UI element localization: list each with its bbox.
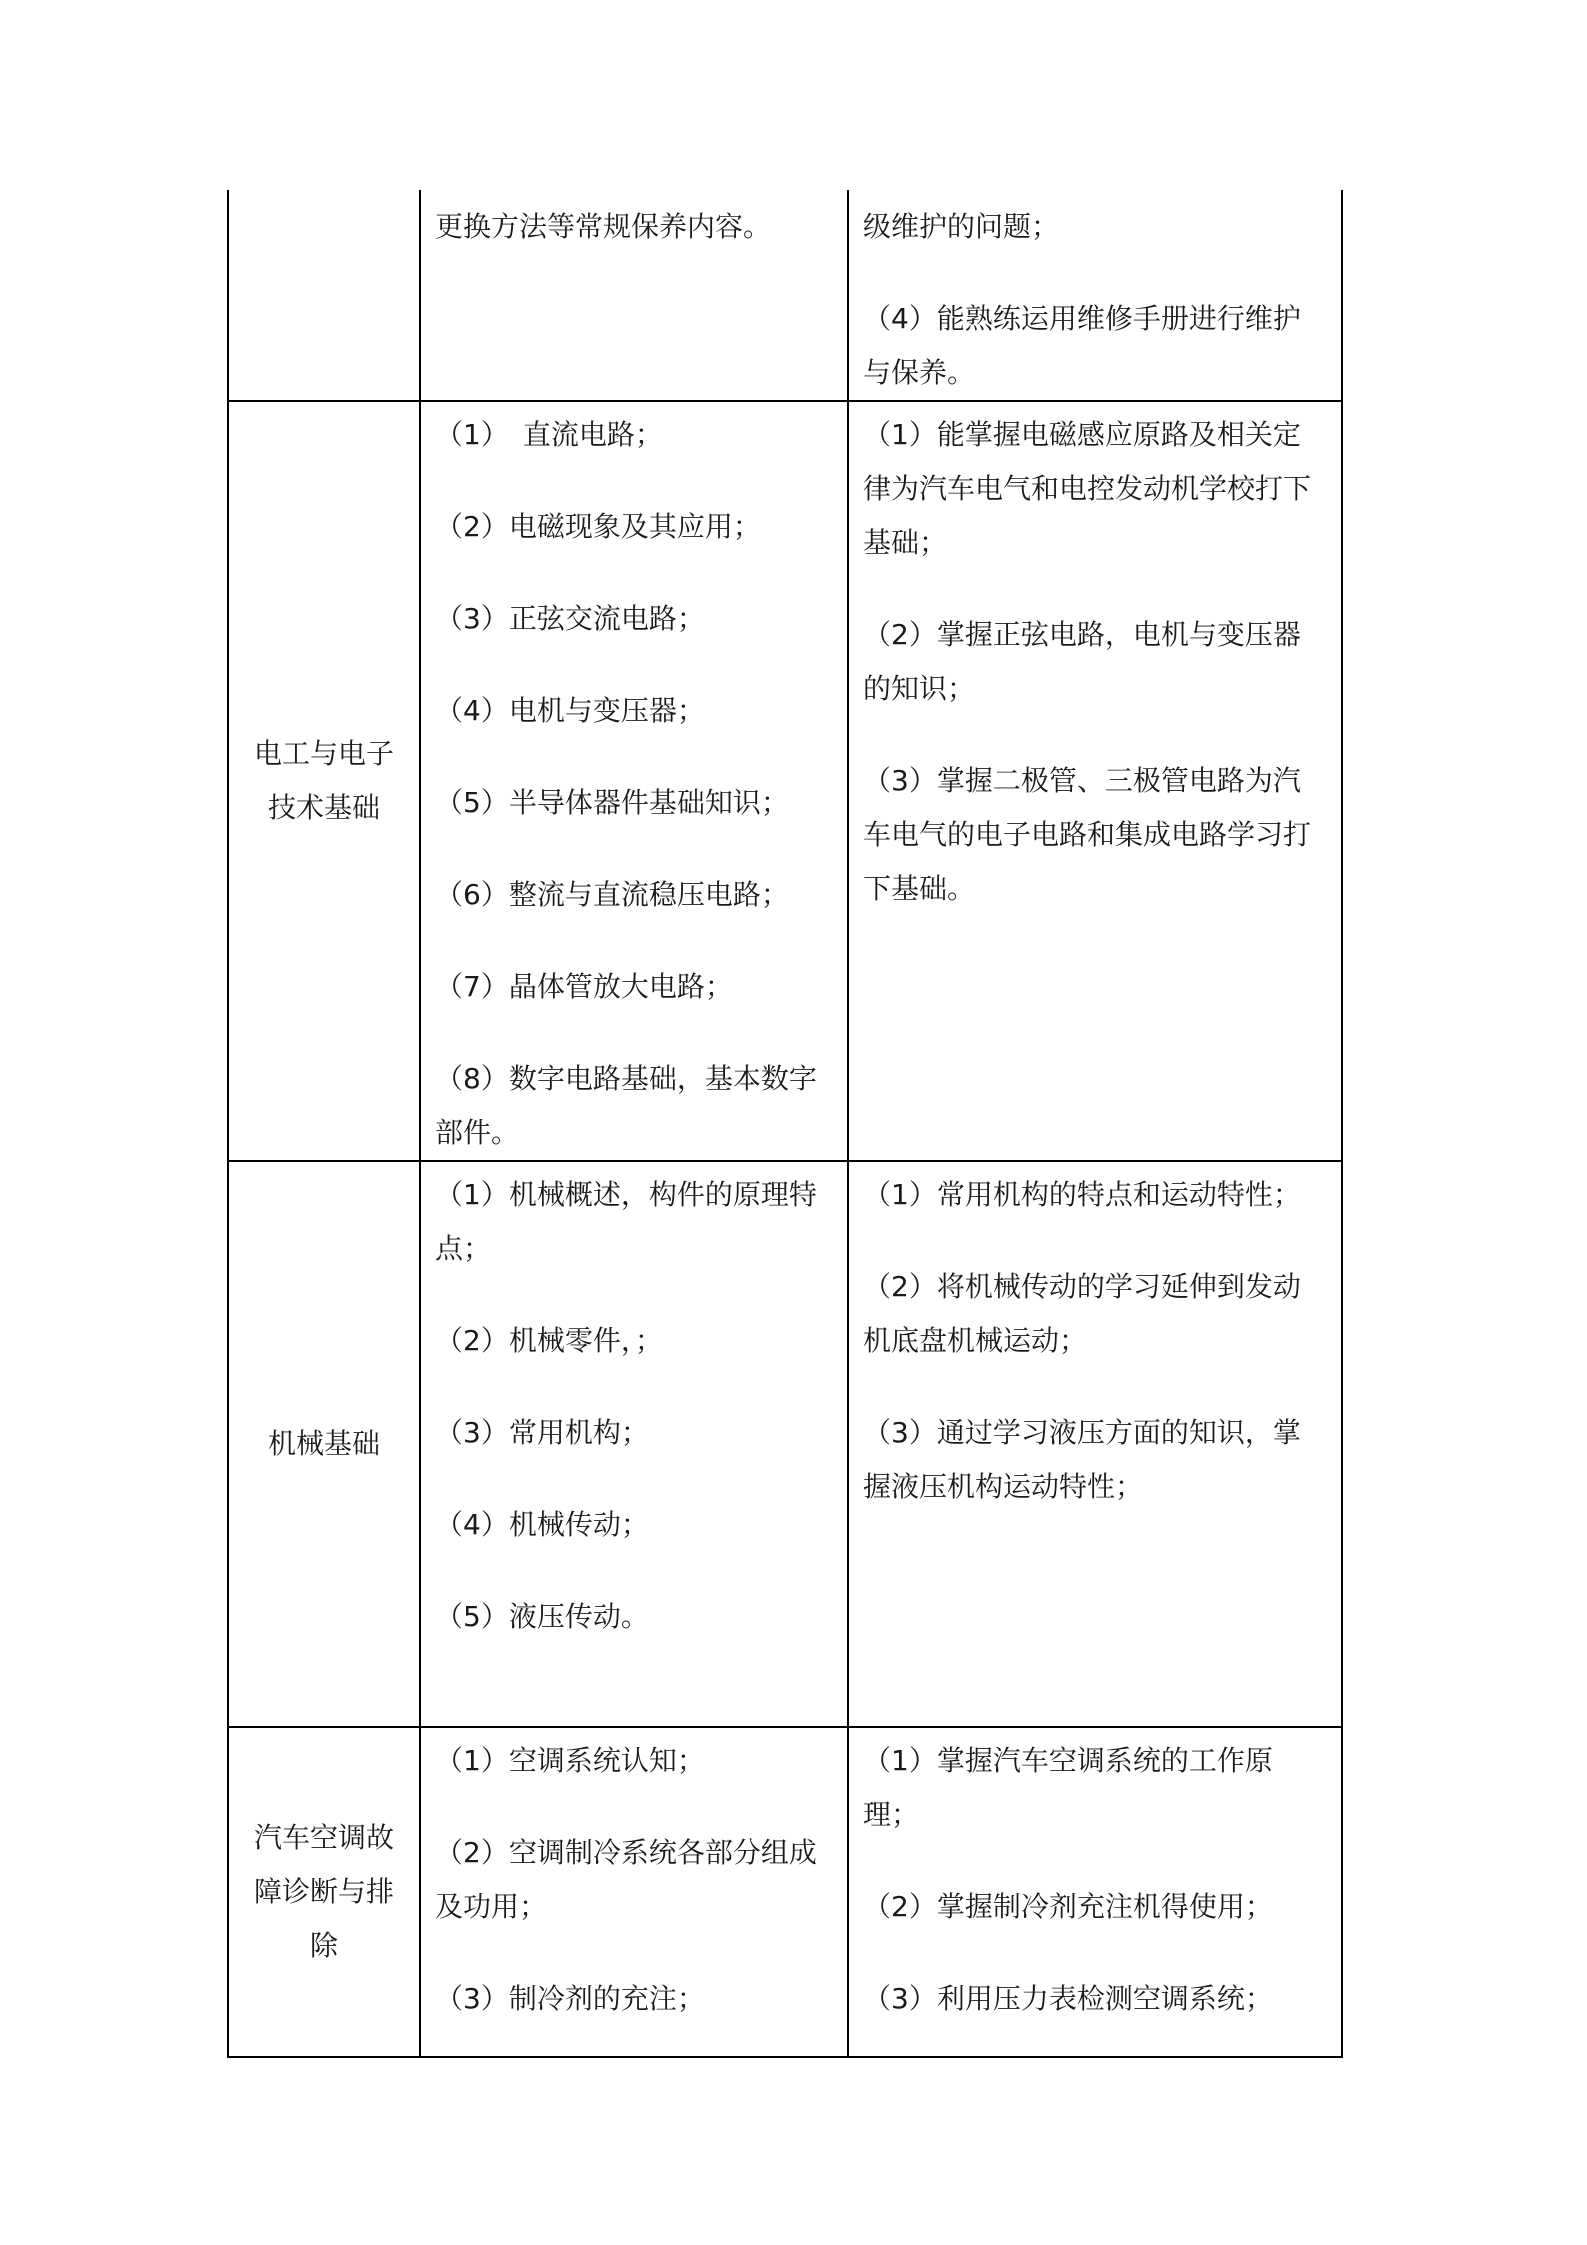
goal-item: （2）将机械传动的学习延伸到发动机底盘机械运动； (863, 1270, 1301, 1357)
goal-item: （3）掌握二极管、三极管电路为汽车电气的电子电路和集成电路学习打下基础。 (863, 764, 1312, 905)
course-name-cell (228, 190, 420, 401)
goals-cell (848, 190, 1342, 401)
goal-item: （1）掌握汽车空调系统的工作原理； (863, 1744, 1273, 1831)
content-item: （1）机械概述，构件的原理特点； (435, 1178, 817, 1265)
content-item: （5）半导体器件基础知识； (435, 786, 789, 819)
content-item: （3）正弦交流电路； (435, 602, 705, 635)
content-item: （2）空调制冷系统各部分组成及功用； (435, 1836, 817, 1923)
course-name: 机械基础 (267, 1427, 380, 1460)
content-cell (420, 190, 848, 401)
course-table (227, 190, 1343, 2058)
content-item: （1）空调系统认知； (435, 1744, 705, 1777)
table-row (228, 401, 1342, 1161)
content-cell (420, 401, 848, 1161)
content-cell (420, 1161, 848, 1727)
table-row (228, 1727, 1342, 2057)
content-item: （2）电磁现象及其应用； (435, 510, 761, 543)
goal-item: （2）掌握正弦电路，电机与变压器的知识； (863, 618, 1301, 705)
goal-item: （4）能熟练运用维修手册进行维护与保养。 (863, 302, 1301, 389)
goal-item: 级维护的问题； (863, 210, 1060, 243)
content-item: （7）晶体管放大电路； (435, 970, 733, 1003)
content-item: （6）整流与直流稳压电路； (435, 878, 789, 911)
course-name: 汽车空调故障诊断与排除 (253, 1821, 394, 1962)
content-item: （5）液压传动。 (435, 1600, 649, 1633)
course-name-cell (228, 1727, 420, 2057)
content-item: （3）制冷剂的充注； (435, 1982, 705, 2015)
goals-cell (848, 1727, 1342, 2057)
goal-item: （3）利用压力表检测空调系统； (863, 1982, 1273, 2015)
content-item: （2）机械零件，； (435, 1324, 663, 1357)
content-item: （1） 直流电路； (435, 418, 663, 451)
content-cell (420, 1727, 848, 2057)
table-row (228, 1161, 1342, 1727)
goals-cell (848, 1161, 1342, 1727)
goal-item: （2）掌握制冷剂充注机得使用； (863, 1890, 1273, 1923)
content-item: （4）电机与变压器； (435, 694, 705, 727)
content-item: （4）机械传动； (435, 1508, 649, 1541)
table-row (228, 190, 1342, 401)
course-name-cell (228, 1161, 420, 1727)
goal-item: （1）常用机构的特点和运动特性； (863, 1178, 1301, 1211)
content-item: （8）数字电路基础，基本数字部件。 (435, 1062, 817, 1149)
goal-item: （1）能掌握电磁感应原路及相关定律为汽车电气和电控发动机学校打下基础； (863, 418, 1312, 559)
course-name-cell (228, 401, 420, 1161)
goals-cell (848, 401, 1342, 1161)
goal-item: （3）通过学习液压方面的知识，掌握液压机构运动特性； (863, 1416, 1301, 1503)
course-name: 电工与电子技术基础 (253, 737, 394, 824)
content-item: 更换方法等常规保养内容。 (435, 210, 772, 243)
content-item: （3）常用机构； (435, 1416, 649, 1449)
